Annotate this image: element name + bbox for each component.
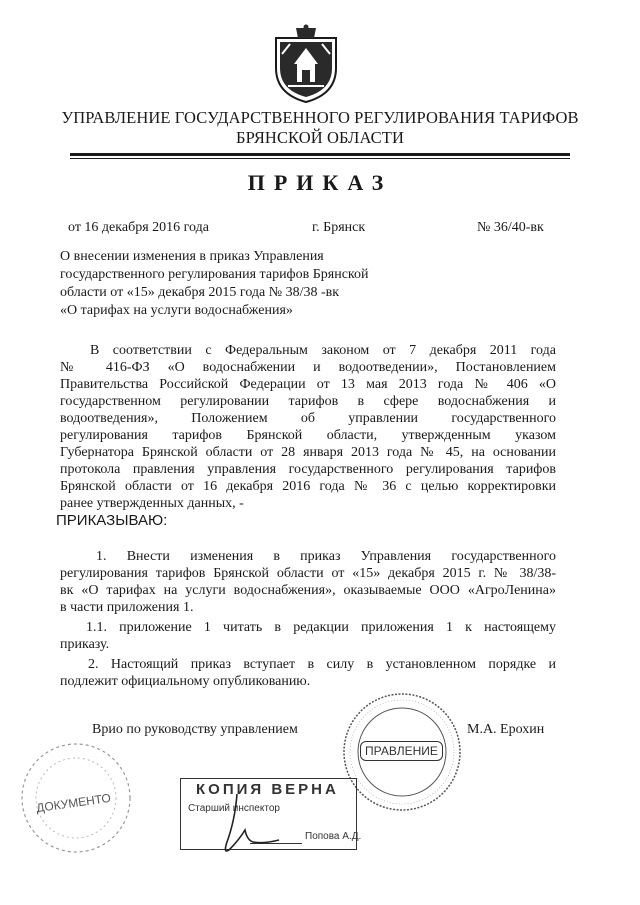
item-line: в части приложения 1.: [60, 600, 194, 615]
subject-line: области от «15» декабря 2015 года № 38/38 -вк: [60, 285, 340, 300]
preamble-line: Губернатора Брянской области от 28 января 2013 года № 45, на основании: [60, 445, 556, 460]
preamble-line: водоотведения», Положением об управлении государственного: [60, 411, 556, 426]
org-name-line-2: БРЯНСКОЙ ОБЛАСТИ: [236, 128, 404, 147]
preamble-line: регулирования тарифов Брянской области, утвержденным указом: [60, 428, 556, 443]
signatory-position: Врио по руководству управлением: [92, 722, 298, 737]
preamble-line: протокола правления управления государственного регулирования тарифов: [60, 462, 556, 477]
item-line: подлежит официальному опубликованию.: [60, 674, 311, 689]
order-word: ПРИКАЗЫВАЮ:: [56, 512, 168, 529]
seal-center-text: ПРАВЛЕНИЕ: [360, 741, 443, 761]
header-rule-thick: [70, 153, 570, 156]
item-line: приказу.: [60, 637, 110, 652]
copy-stamp-title: КОПИЯ ВЕРНА: [196, 781, 339, 798]
preamble-line: Брянской области от 16 декабря 2016 года № 36 с целью корректировки: [60, 479, 556, 494]
faded-seal-text: ДОКУМЕНТО: [35, 790, 112, 816]
subject-line: «О тарифах на услуги водоснабжения»: [60, 303, 293, 318]
preamble-line: государственном регулировании тарифов в сфере водоснабжения и: [60, 394, 556, 409]
item-line: 2. Настоящий приказ вступает в силу в установленном порядке и: [88, 657, 556, 672]
document-number: № 36/40-вк: [477, 220, 544, 235]
item-line: 1. Внести изменения в приказ Управления государственного: [96, 549, 556, 564]
document-subject: [60, 248, 369, 320]
item-line: вк «О тарифах на услуги водоснабжения», оказываемые ООО «АгроЛенина»: [60, 583, 556, 598]
preamble-line: Правительства Российской Федерации от 13 мая 2013 года № 406 «О: [60, 377, 556, 392]
document-city: г. Брянск: [312, 220, 366, 235]
preamble-line: ранее утвержденных данных, -: [60, 496, 244, 511]
org-name-line-1: УПРАВЛЕНИЕ ГОСУДАРСТВЕННОГО РЕГУЛИРОВАНИЯ ТАРИФОВ: [61, 108, 579, 127]
item-line: регулирования тарифов Брянской области от «15» декабря 2015 г. № 38/38-: [60, 566, 556, 581]
subject-line: О внесении изменения в приказ Управления: [60, 249, 324, 264]
document-title: ПРИКАЗ: [247, 170, 393, 195]
copy-stamp-role: Старший инспектор: [188, 803, 280, 814]
copy-stamp-name: Попова А.Д.: [305, 831, 362, 842]
subject-line: государственного регулирования тарифов Брянской: [60, 267, 369, 282]
document-date: от 16 декабря 2016 года: [68, 220, 209, 235]
header-rule-thin: [70, 158, 570, 159]
handwritten-signature-icon: [205, 790, 285, 860]
signatory-name: М.А. Ерохин: [467, 722, 545, 737]
item-line: 1.1. приложение 1 читать в редакции приложения 1 к настоящему: [86, 620, 556, 635]
preamble-line: В соответствии с Федеральным законом от 7 декабря 2011 года: [90, 343, 556, 358]
preamble-line: № 416-ФЗ «О водоснабжении и водоотведении», Постановлением: [60, 360, 556, 375]
coat-of-arms-icon: [268, 24, 344, 104]
